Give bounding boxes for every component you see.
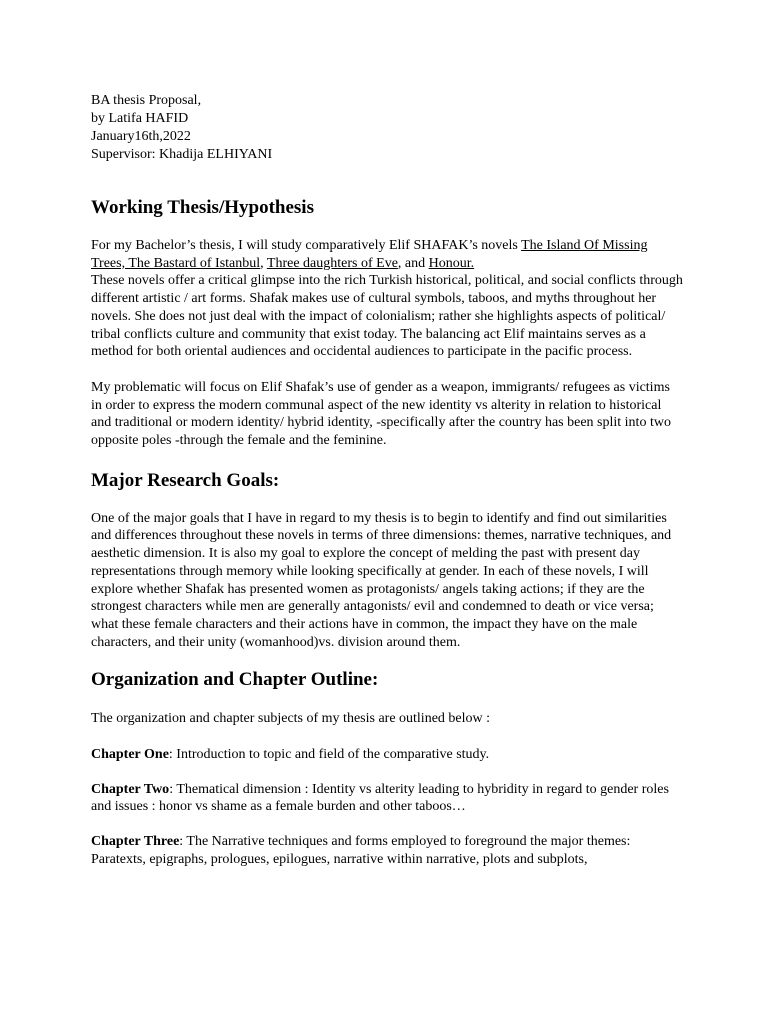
intro-separator-1: , bbox=[260, 255, 267, 271]
research-goals-heading: Major Research Goals: bbox=[91, 469, 280, 491]
header-line-supervisor: Supervisor: Khadija ELHIYANI bbox=[91, 147, 273, 162]
chapter-one-text: : Introduction to topic and field of the comparative study. bbox=[168, 747, 490, 763]
chapter-two-label: Chapter Two bbox=[91, 781, 170, 797]
proposal-header bbox=[91, 92, 684, 164]
research-goals-paragraph: One of the major goals that I have in regard to my thesis is to begin to identify and find out similarities and differences throughout these novels in terms of three dimensions: themes, narrative techniques, and aesthetic dimension. It is also my goal to explore the concept of melding the past with present day representations through memory while looking specifically at gender. In each of these novels, I will explore whether Shafak has presented women as protagonists/ angels taking actions; if they are the strongest characters while men are generally antagonists/ evil and condemned to death or vice versa; what these female characters and their actions have in common, the impact they have on the male characters, and their unity (womanhood)vs. division around them. bbox=[91, 510, 672, 650]
organization-intro: The organization and chapter subjects of my thesis are outlined below : bbox=[91, 711, 491, 727]
header-line-title: BA thesis Proposal, bbox=[91, 93, 202, 108]
working-thesis-intro bbox=[91, 237, 684, 361]
intro-prefix: For my Bachelor’s thesis, I will study comparatively Elif SHAFAK’s novels bbox=[91, 238, 522, 253]
chapter-three-paragraph bbox=[91, 833, 684, 868]
chapter-one-paragraph bbox=[91, 746, 684, 764]
header-line-date: January16th,2022 bbox=[91, 129, 191, 144]
chapter-three-label: Chapter Three bbox=[91, 834, 180, 850]
chapter-two-paragraph bbox=[91, 781, 684, 816]
intro-body: These novels offer a critical glimpse into the rich Turkish historical, political, and social conflicts through different artistic / art forms. Shafak makes use of cultural symbols, taboos, and myths throughout her novels. She does not just deal with the impact of colonialism; rather she highlights aspects of political/ tribal conflicts culture and community that exist today. The balancing act Elif maintains serves as a method for both oriental audiences and occidental audiences to participate in the pacific process. bbox=[91, 273, 683, 360]
header-line-author: by Latifa HAFID bbox=[91, 111, 189, 126]
organization-heading: Organization and Chapter Outline: bbox=[91, 669, 379, 691]
novel-title-2: Three daughters of Eve bbox=[266, 255, 398, 271]
problematic-paragraph: My problematic will focus on Elif Shafak’s use of gender as a weapon, immigrants/ refugees as victims in order to express the modern communal aspect of the new identity vs alterity in relation to historical and traditional or modern identity/ hybrid identity, -specifically after the country has been split into two opposite poles -through the female and the feminine. bbox=[91, 379, 671, 449]
chapter-three-text: : The Narrative techniques and forms employed to foreground the major themes: Paratexts, epigraphs, prologues, epilogues, narrative within narrative, plots and subplots, bbox=[91, 834, 631, 867]
working-thesis-heading: Working Thesis/Hypothesis bbox=[91, 197, 314, 218]
intro-separator-2: , and bbox=[397, 255, 429, 271]
novel-title-3: Honour. bbox=[428, 255, 475, 271]
chapter-one-label: Chapter One bbox=[91, 747, 169, 763]
chapter-two-text: : Thematical dimension : Identity vs alterity leading to hybridity in regard to gender roles and issues : honor vs shame as a female burden and other taboos… bbox=[91, 781, 669, 815]
novel-title-1: The Island Of Missing Trees, The Bastard of Istanbul bbox=[91, 238, 648, 271]
